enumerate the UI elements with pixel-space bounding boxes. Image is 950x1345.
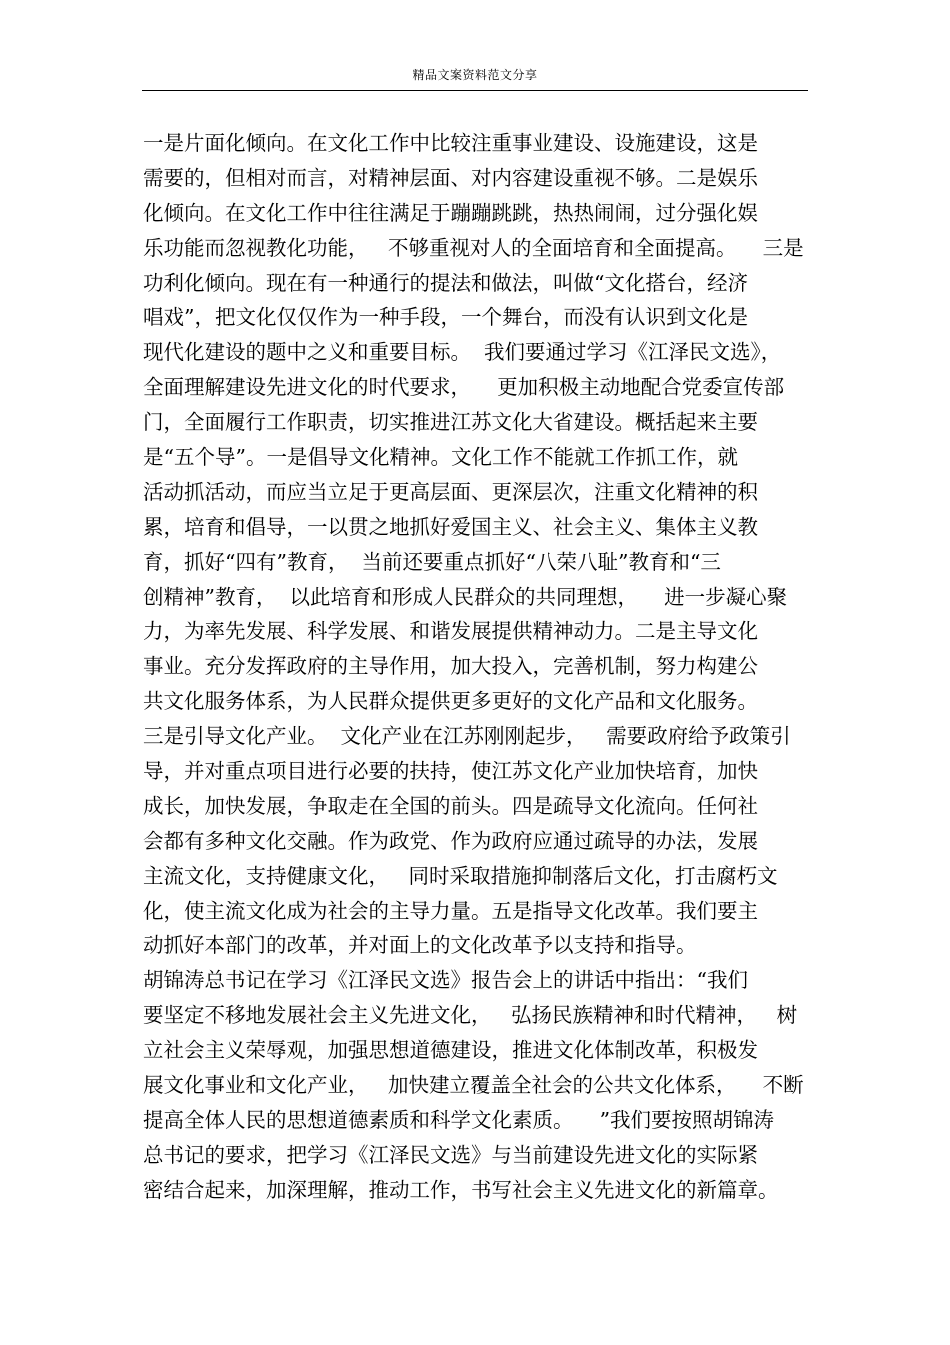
text-line: 创精神”教育， 以此培育和形成人民群众的共同理想， 进一步凝心聚 bbox=[143, 584, 788, 609]
text-line: 育，抓好“四有”教育， 当前还要重点抓好“八荣八耻”教育和“三 bbox=[143, 549, 721, 574]
text-line: 总书记的要求，把学习《江泽民文选》与当前建设先进文化的实际紧 bbox=[143, 1142, 758, 1167]
text-line: 唱戏”，把文化仅仅作为一种手段，一个舞台，而没有认识到文化是 bbox=[143, 305, 748, 330]
text-line: 会都有多种文化交融。作为政党、作为政府应通过疏导的办法，发展 bbox=[143, 828, 758, 853]
text-line: 全面理解建设先进文化的时代要求， 更加积极主动地配合党委宣传部 bbox=[143, 375, 785, 400]
text-line: 立社会主义荣辱观，加强思想道德建设，推进文化体制改革，积极发 bbox=[143, 1038, 758, 1063]
text-line: 力，为率先发展、科学发展、和谐发展提供精神动力。二是主导文化 bbox=[143, 619, 758, 644]
text-line: 累，培育和倡导，一以贯之地抓好爱国主义、社会主义、集体主义教 bbox=[143, 514, 758, 539]
text-line: 现代化建设的题中之义和重要目标。 我们要通过学习《江泽民文选》， bbox=[143, 340, 782, 365]
text-line: 活动抓活动，而应当立足于更高层面、更深层次，注重文化精神的积 bbox=[143, 479, 758, 504]
text-line: 需要的，但相对而言，对精神层面、对内容建设重视不够。二是娱乐 bbox=[143, 165, 758, 190]
text-line: 化倾向。在文化工作中往往满足于蹦蹦跳跳，热热闹闹，过分强化娱 bbox=[143, 200, 758, 225]
text-line: 展文化事业和文化产业， 加快建立覆盖全社会的公共文化体系， 不断 bbox=[143, 1073, 804, 1098]
text-line: 门，全面履行工作职责，切实推进江苏文化大省建设。概括起来主要 bbox=[143, 410, 758, 435]
text-line: 提高全体人民的思想道德素质和科学文化素质。 ”我们要按照胡锦涛 bbox=[143, 1107, 775, 1132]
text-line: 胡锦涛总书记在学习《江泽民文选》报告会上的讲话中指出：“我们 bbox=[143, 968, 748, 993]
text-line: 动抓好本部门的改革，并对面上的文化改革予以支持和指导。 bbox=[143, 933, 697, 958]
text-line: 事业。充分发挥政府的主导作用，加大投入，完善机制，努力构建公 bbox=[143, 654, 758, 679]
text-line: 要坚定不移地发展社会主义先进文化， 弘扬民族精神和时代精神， 树 bbox=[143, 1003, 798, 1028]
text-line: 是“五个导”。一是倡导文化精神。文化工作不能就工作抓工作，就 bbox=[143, 445, 738, 470]
text-line: 乐功能而忽视教化功能， 不够重视对人的全面培育和全面提高。 三是 bbox=[143, 235, 804, 260]
text-line: 密结合起来，加深理解，推动工作，书写社会主义先进文化的新篇章。 bbox=[143, 1177, 779, 1202]
text-line: 成长，加快发展，争取走在全国的前头。四是疏导文化流向。任何社 bbox=[143, 793, 758, 818]
page-header bbox=[142, 56, 808, 91]
body-text bbox=[143, 126, 823, 1208]
text-line: 一是片面化倾向。在文化工作中比较注重事业建设、设施建设，这是 bbox=[143, 131, 758, 155]
page-header-title: 精品文案资料范文分享 bbox=[412, 68, 538, 82]
text-line: 导，并对重点项目进行必要的扶持，使江苏文化产业加快培育，加快 bbox=[143, 759, 758, 784]
text-line: 主流文化，支持健康文化， 同时采取措施抑制落后文化，打击腐朽文 bbox=[143, 863, 778, 888]
text-line: 功利化倾向。现在有一种通行的提法和做法，叫做“文化搭台，经济 bbox=[143, 270, 748, 295]
text-line: 化，使主流文化成为社会的主导力量。五是指导文化改革。我们要主 bbox=[143, 898, 758, 923]
text-line: 三是引导文化产业。 文化产业在江苏刚刚起步， 需要政府给予政策引 bbox=[143, 724, 791, 749]
text-line: 共文化服务体系，为人民群众提供更多更好的文化产品和文化服务。 bbox=[143, 689, 758, 714]
